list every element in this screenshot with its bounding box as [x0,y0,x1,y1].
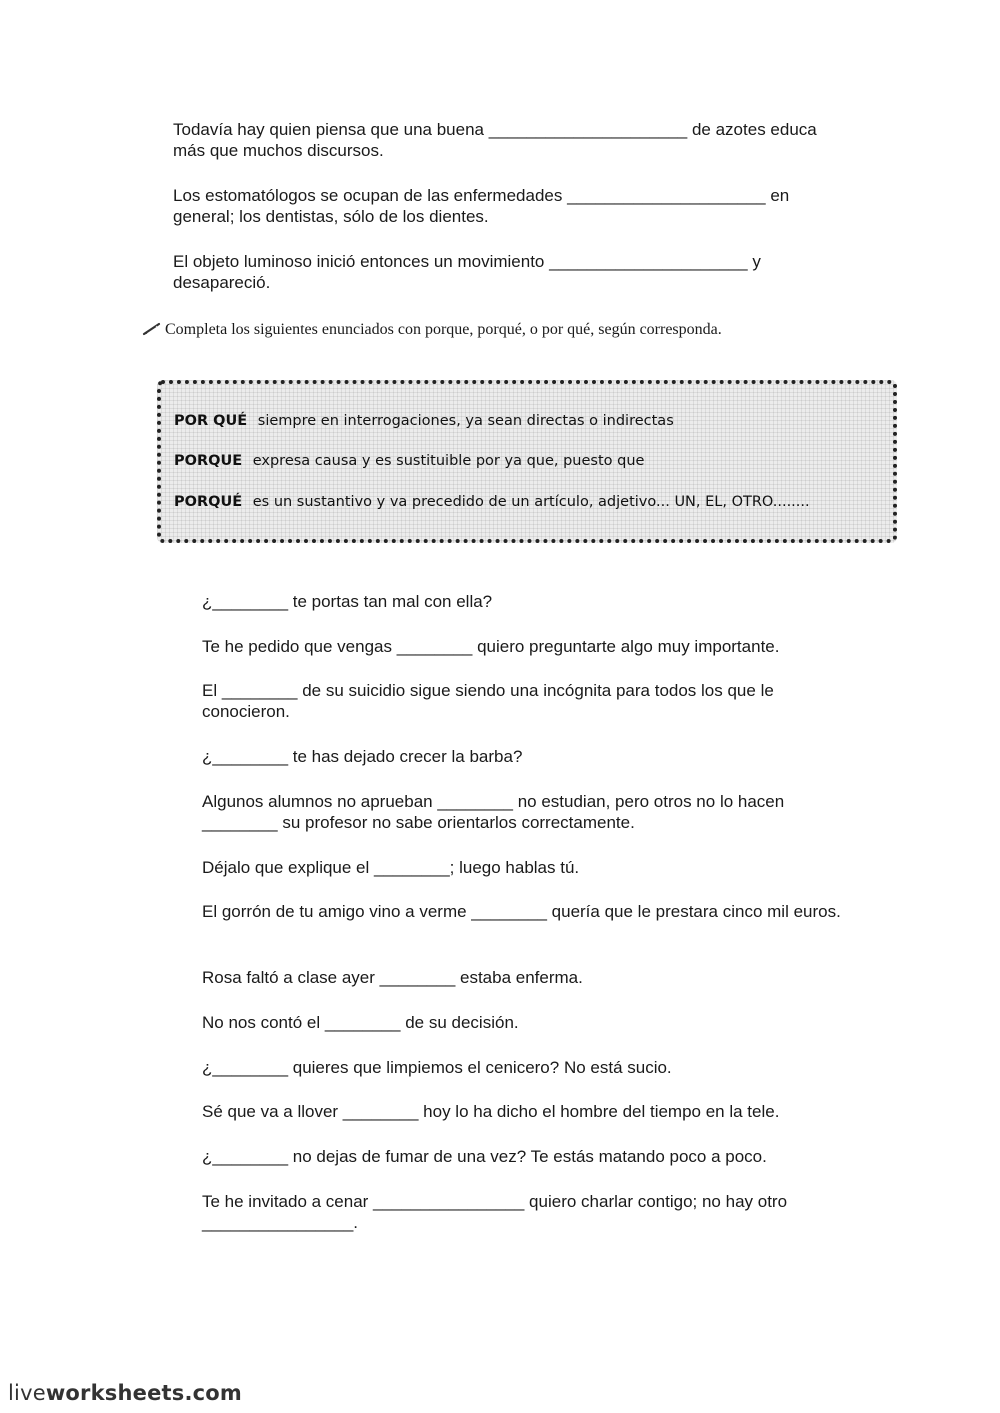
liveworksheets-logo[interactable] [8,1381,242,1405]
exercise-8: Rosa faltó a clase ayer ________ estaba enferma. [202,968,583,987]
exercise-2: Te he pedido que vengas ________ quiero preguntarte algo muy importante. [202,637,780,656]
exercise-7: El gorrón de tu amigo vino a verme ________ quería que le prestara cinco mil euros. [202,902,841,921]
rule-term: PORQUE [174,453,243,469]
exercise-13: Te he invitado a cenar ________________ quiero charlar contigo; no hay otro ________________. [202,1192,788,1232]
exercise-1: ¿________ te portas tan mal con ella? [202,592,493,611]
exercise-10: ¿________ quieres que limpiemos el cenicero? No está sucio. [202,1058,672,1077]
rule-term: POR QUÉ [174,413,248,429]
instruction [142,320,862,340]
logo-part-suffix: .com [184,1381,242,1405]
exercise-6: Déjalo que explique el ________; luego hablas tú. [202,858,580,877]
pencil-icon [142,322,162,336]
exercise-9: No nos contó el ________ de su decisión. [202,1013,519,1032]
rules-box [157,380,897,543]
rule-definition: siempre en interrogaciones, ya sean directas o indirectas [257,413,674,429]
rule-definition: es un sustantivo y va precedido de un artículo, adjetivo... UN, EL, OTRO........ [252,494,810,510]
top-sentence-1: Todavía hay quien piensa que una buena _____________________ de azotes educa más que muchos discursos. [173,120,817,160]
exercise-11: Sé que va a llover ________ hoy lo ha dicho el hombre del tiempo en la tele. [202,1102,780,1121]
top-sentence-2: Los estomatólogos se ocupan de las enfermedades _____________________ en general; los dentistas, sólo de los dientes. [173,186,790,226]
instruction-text: Completa los siguientes enunciados con porque, porqué, o por qué, según corresponda. [165,321,722,338]
rule-definition: expresa causa y es sustituible por ya que, puesto que [252,453,645,469]
logo-part-worksheets: worksheets [45,1381,185,1405]
exercise-3: El ________ de su suicidio sigue siendo una incógnita para todos los que le conocieron. [202,681,774,721]
exercise-4: ¿________ te has dejado crecer la barba? [202,747,523,766]
exercise-5: Algunos alumnos no aprueban ________ no estudian, pero otros no lo hacen ________ su profesor no sabe orientarlos correctamente. [202,792,785,832]
exercise-12: ¿________ no dejas de fumar de una vez? Te estás matando poco a poco. [202,1147,767,1166]
rule-porque [174,452,644,470]
top-sentence-3: El objeto luminoso inició entonces un movimiento _____________________ y desapareció. [173,252,761,292]
rule-por-que [174,412,674,430]
rule-term: PORQUÉ [174,494,243,510]
rule-porque-noun [174,493,810,511]
logo-part-live: live [8,1381,46,1405]
